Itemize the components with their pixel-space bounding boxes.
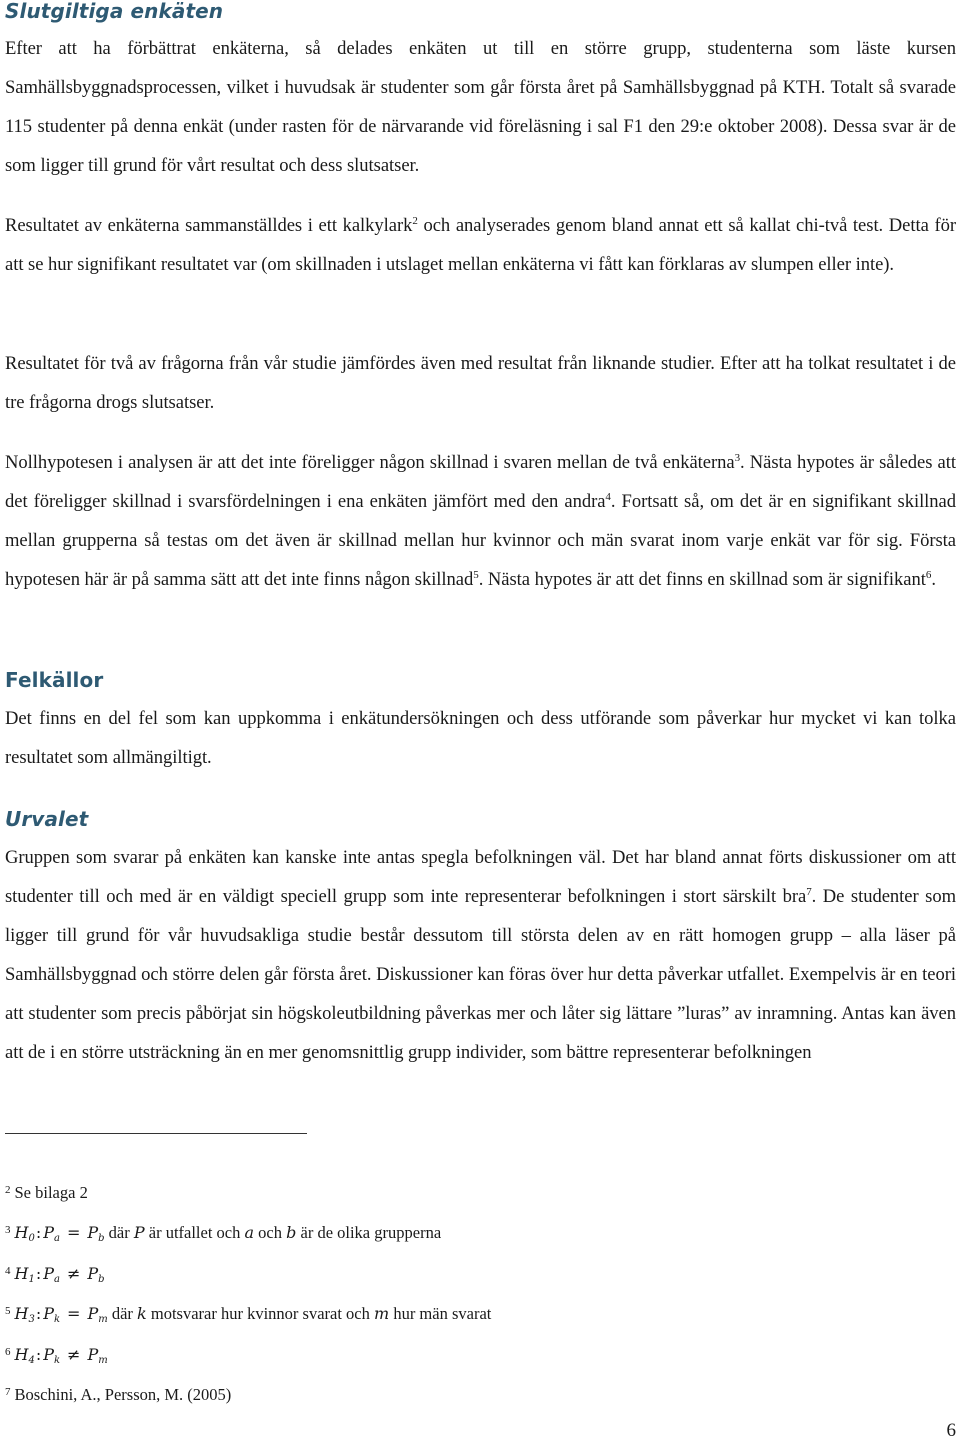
footnote-2: $^2$ Se bilaga 2 [5, 1183, 88, 1202]
paragraph-slutgiltiga-2: Resultatet av enkäterna sammanställdes i ett kalkylark$^2$ och analyserades genom bland annat ett så kallat chi-två test. Detta för att se hur signifikant resultatet var (om skillnaden i utslaget mellan enkäterna vi fått kan förklaras av slumpen eller inte). [5, 215, 956, 275]
footnote-ref-6: 6 [925, 569, 932, 581]
footnote-5: $^5$ $H_3$: $P_k = P_m$ där k motsvarar hur kvinnor svarat och m hur män svarat [5, 1304, 492, 1326]
footnote-7: $^7$ Boschini, A., Persson, M. (2005) [5, 1384, 232, 1404]
math-hypothesis-h3: $H_3$: $P_k = P_m$ [14, 1304, 108, 1326]
paragraph-slutgiltiga-3: Resultatet för två av frågorna från vår studie jämfördes även med resultat från liknande studier. Efter att ha tolkat resultatet i de tre frågorna drogs slutsatser. [5, 353, 956, 413]
footnote-ref-7: 7 [806, 886, 812, 898]
section-heading-urvalet: Urvalet [5, 807, 89, 831]
section-heading-felkallor: Felkällor [5, 668, 104, 692]
section-heading-slutgiltiga-enkaten: Slutgiltiga enkäten [5, 0, 224, 23]
page-number: 6 [946, 1420, 956, 1441]
footnotes [5, 1180, 905, 1422]
math-hypothesis-h4: $H_4$: $P_k \ne P_m$ [14, 1344, 108, 1366]
footnote-ref-5: 5 [473, 569, 479, 581]
footnote-ref-3: 3 [734, 452, 741, 464]
paragraph-urvalet: Gruppen som svarar på enkäten kan kanske inte antas spegla befolkningen väl. Det har bland annat förts diskussioner om att studenter till och med är en väldigt speciell grupp som inte representerar befolkningen i stort särskilt bra$^7$. De studenter som ligger till grund för vår huvudsakliga studie består dessutom till största delen av en rätt homogen grupp – alla läser på Samhällsbyggnad och större delen går första året. Diskussioner kan föras över hur detta påverkar utfallet. Exempelvis är en teori att studenter som precis påbörjat sin högskoleutbildning påverkas mer och låter sig lättare ”luras” av inramning. Antas kan även att de i en större utsträckning än en mer genomsnittlig grupp individer, som bättre representerar befolkningen [5, 847, 956, 1063]
footnote-ref-4: 4 [605, 491, 611, 503]
footnote-6: $^6$ $H_4$: $P_k \ne P_m$ [5, 1344, 108, 1366]
math-hypothesis-h1: $H_1$: $P_a \ne P_b$ [14, 1263, 105, 1285]
paragraph-slutgiltiga-1: Efter att ha förbättrat enkäterna, så delades enkäten ut till en större grupp, studenterna som läste kursen Samhällsbyggnadsprocessen, vilket i huvudsak är studenter som går första året på Samhällsbyggnad på KTH. Totalt så svarade 115 studenter på denna enkät (under rasten för de närvarande vid föreläsning i sal F1 den 29:e oktober 2008). Dessa svar är de som ligger till grund för vårt resultat och dess slutsatser. [5, 38, 956, 176]
footnote-4: $^4$ $H_1$: $P_a \ne P_b$ [5, 1263, 105, 1285]
math-hypothesis-h0: $H_0$: $P_a = P_b$ [14, 1223, 105, 1245]
paragraph-felkallor: Det finns en del fel som kan uppkomma i enkätundersökningen och dess utförande som påverkar hur mycket vi kan tolka resultatet som allmängiltigt. [5, 708, 956, 768]
footnote-3: $^3$ $H_0$: $P_a = P_b$ där P är utfallet och a och b är de olika grupperna [5, 1223, 442, 1245]
footnote-ref-2: 2 [412, 215, 418, 227]
footnote-separator [5, 1133, 307, 1134]
paragraph-slutgiltiga-4: Nollhypotesen i analysen är att det inte föreligger någon skillnad i svaren mellan de två enkäterna$^3$. Nästa hypotes är således att det föreligger skillnad i svarsfördelningen i ena enkäten jämfört med den andra$^4$. Fortsatt så, om det är en signifikant skillnad mellan grupperna så testas om det även är skillnad mellan hur kvinnor och män svarat inom varje enkät var för sig. Första hypotesen här är på samma sätt att det inte finns någon skillnad$^5$. Nästa hypotes är att det finns en skillnad som är signifikant$^6$. [5, 452, 956, 590]
